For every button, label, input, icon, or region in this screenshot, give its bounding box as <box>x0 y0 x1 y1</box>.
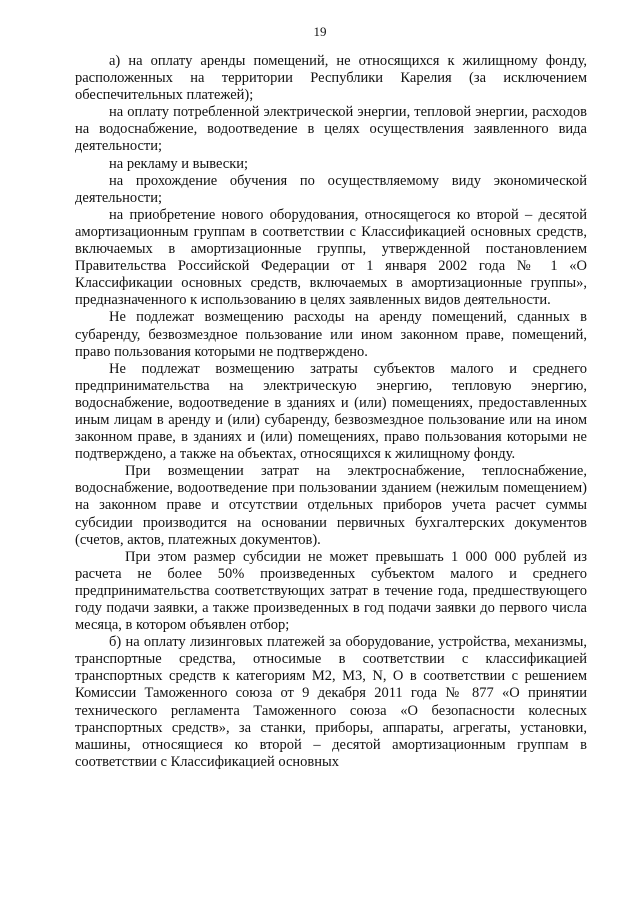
paragraph-rent-exclusion: Не подлежат возмещению расходы на аренду помещений, сданных в субаренду, безвозмездное пользование или ином законном праве, помещений, право пользования которыми не подтверждено. <box>75 309 587 360</box>
paragraph-utilities-exclusion: Не подлежат возмещению затраты субъектов малого и среднего предпринимательства на электрическую энергию, тепловую энергию, водоснабжение, водоотведение в зданиях и (или) помещениях, предоставленных иным лицам в аренду и (или) субаренду, безвозмездное пользование или на ином законном праве, в зданиях и (или) помещениях, право пользования которыми не подтверждено, а также на объектах, относящихся к жилищному фонду. <box>75 360 587 463</box>
paragraph-equipment: на приобретение нового оборудования, относящегося ко второй – десятой амортизационным группам в соответствии с Классификацией основных средств, включаемых в амортизационные группы, утвержденной постановлением Правительства Российской Федерации от 1 января 2002 года № 1 «О Классификации основных средств, включаемых в амортизационные группы», предназначенного к использованию в целях заявленных видов деятельности. <box>75 206 587 309</box>
paragraph-utilities: на оплату потребленной электрической энергии, тепловой энергии, расходов на водоснабжение, водоотведение в целях осуществления заявленного вида деятельности; <box>75 104 587 155</box>
paragraph-meter-calculation: При возмещении затрат на электроснабжение, теплоснабжение, водоснабжение, водоотведение при пользовании зданием (нежилым помещением) на законном праве и отсутствии отдельных приборов учета расчет суммы субсидии производится на основании первичных бухгалтерских документов (счетов, актов, платежных документов). <box>75 463 587 548</box>
paragraph-advertising: на рекламу и вывески; <box>109 155 249 172</box>
document-body <box>75 53 587 771</box>
paragraph-subsidy-limit: При этом размер субсидии не может превышать 1 000 000 рублей из расчета не более 50% произведенных субъектом малого и среднего предпринимательства соответствующих затрат в течение года, предшествующего году подачи заявки, а также произведенных в год подачи заявки до первого числа месяца, в котором объявлен отбор; <box>75 548 587 634</box>
page-number: 19 <box>313 24 327 39</box>
paragraph-item-a-rent: а) на оплату аренды помещений, не относящихся к жилищному фонду, расположенных на территории Республики Карелия (за исключением обеспечительных платежей); <box>75 53 587 104</box>
paragraph-item-b-leasing: б) на оплату лизинговых платежей за оборудование, устройства, механизмы, транспортные средства, относимые в соответствии с классификацией транспортных средств к категориям M2, M3, N, O в соответствии с решением Комиссии Таможенного союза от 9 декабря 2011 года № 877 «О принятии технического регламента Таможенного союза «О безопасности колесных транспортных средств», за станки, приборы, аппараты, агрегаты, установки, машины, относящиеся ко второй – десятой амортизационным группам в соответствии с Классификацией основных <box>75 634 587 770</box>
paragraph-training: на прохождение обучения по осуществляемому виду экономической деятельности; <box>75 172 587 206</box>
